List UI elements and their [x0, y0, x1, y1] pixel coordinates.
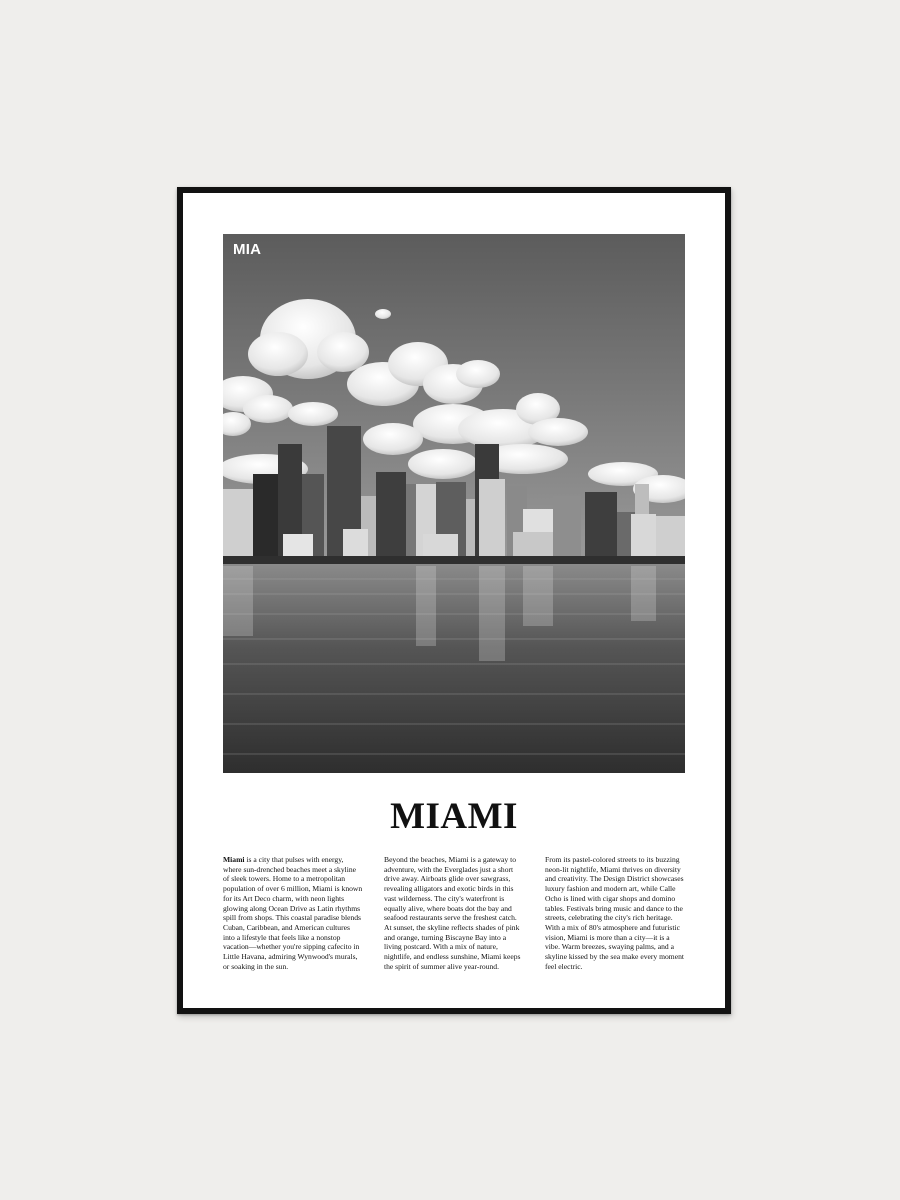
skyline-photo — [223, 234, 685, 773]
description-columns — [223, 855, 685, 971]
bay-water — [223, 564, 685, 773]
column-2-text: Beyond the beaches, Miami is a gateway to adventure, with the Everglades just a short drive away. Airboats glide over sawgrass, revealing alligators and exotic birds in this vast wilderness. The city's waterfront is equally alive, where boats dot the bay and seafood restaurants serve the freshest catch. At sunset, the skyline reflects shades of pink and orange, turning Biscayne Bay into a living postcard. With a mix of nature, nightlife, and endless sunshine, Miami keeps the spirit of summer alive year-round. — [384, 855, 521, 971]
poster-frame — [177, 187, 731, 1014]
column-3-text: From its pastel-colored streets to its buzzing neon-lit nightlife, Miami thrives on diversity and creativity. The Design District showcases luxury fashion and modern art, while Calle Ocho is lined with cigar shops and domino tables. Festivals bring music and dance to the streets, celebrating the city's rich heritage. With a mix of 80's atmosphere and futuristic vision, Miami is more than a city—it is a vibe. Warm breezes, swaying palms, and a skyline kissed by the sea make every moment feel electric. — [545, 855, 684, 971]
lead-word: Miami — [223, 855, 245, 864]
description-column-2 — [384, 855, 524, 971]
poster-mat — [183, 193, 725, 1008]
description-column-3 — [545, 855, 685, 971]
poster-title: MIAMI — [390, 796, 518, 837]
skyline-illustration — [223, 234, 685, 773]
city-code: MIA — [233, 241, 262, 258]
column-1-text: is a city that pulses with energy, where sun-drenched beaches meet a skyline of sleek towers. Home to a metropolitan population of over 6 million, Miami is known for its Art Deco charm, with neon lights glowing along Ocean Drive as Latin rhythms spill from shops. This coastal paradise blends Cuban, Caribbean, and American cultures into a lifestyle that feels like a nonstop vacation—whether you're sipping cafecito in Little Havana, admiring Wynwood's murals, or soaking in the sun. — [223, 855, 363, 971]
description-column-1 — [223, 855, 363, 971]
